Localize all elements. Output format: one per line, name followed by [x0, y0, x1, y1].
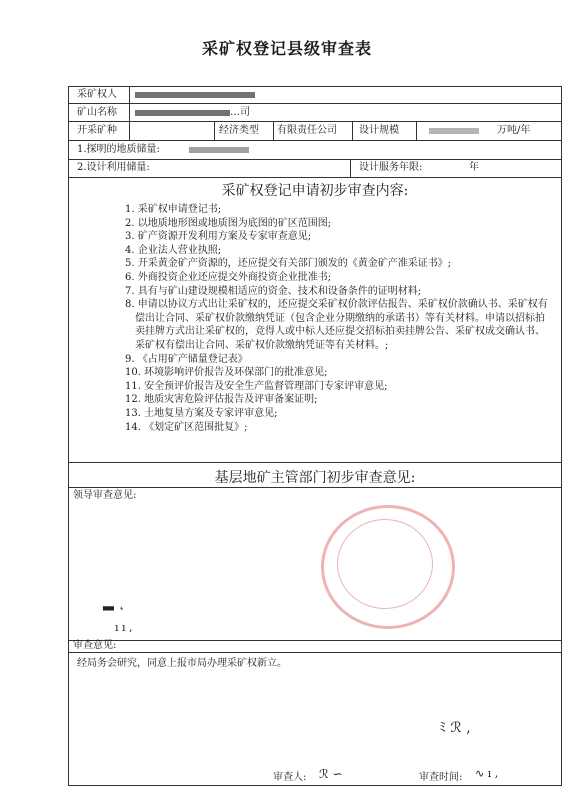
- checklist: [125, 203, 553, 434]
- checklist-item: 2. 以地质地形图或地质图为底图的矿区范围图;: [125, 217, 332, 229]
- document-title: 采矿权登记县级审查表: [201, 39, 372, 58]
- reviewer-signature: ﾐ ℛ ‚: [439, 720, 471, 736]
- redacted-mine-name: [135, 110, 230, 116]
- checklist-item: 10. 环境影响评价报告及环保部门的批准意见;: [125, 367, 328, 379]
- checklist-item: 5. 开采黄金矿产资源的，还应提交有关部门颁发的《黄金矿产准采证书》;: [125, 258, 452, 270]
- checklist-item: 9. 《占用矿产储量登记表》: [125, 353, 248, 365]
- service-years-label: 设计服务年限:: [359, 162, 423, 173]
- owner-value: [135, 88, 255, 102]
- leader-signature: ▂ ˛: [103, 595, 126, 611]
- reviewer-label: 审查人:: [273, 772, 307, 783]
- redacted-scale: [429, 128, 479, 134]
- proven-reserves-label: 1.探明的地质储量:: [77, 144, 160, 155]
- reviewer-name-signature: ℛ ∽: [319, 767, 343, 781]
- official-seal-inner-ring: [337, 519, 433, 609]
- checklist-item: 14. 《划定矿区范围批复》;: [125, 421, 248, 433]
- leader-signature-date: ı ı ,: [115, 621, 133, 634]
- design-scale-value: [429, 124, 479, 138]
- mine-name-value: …司: [135, 106, 250, 120]
- mine-name-label: 矿山名称: [77, 107, 117, 118]
- review-opinion-text: 经局务会研究，同意上报市局办理采矿权新立。: [77, 658, 287, 669]
- checklist-item: 11. 安全预评价报告及安全生产监督管理部门专家评审意见;: [125, 380, 388, 392]
- checklist-item: 4. 企业法人营业执照;: [125, 244, 222, 256]
- owner-label: 采矿权人: [77, 89, 117, 100]
- design-scale-label: 设计规模: [359, 125, 399, 136]
- economic-type-value: 有限责任公司: [277, 125, 337, 136]
- section1-heading: 采矿权登记申请初步审查内容:: [221, 183, 409, 199]
- redacted-reserves: [189, 147, 249, 153]
- checklist-item: 7. 具有与矿山建设规模相适应的资金、技术和设备条件的证明材料;: [125, 285, 422, 297]
- design-scale-unit: 万吨/年: [497, 125, 531, 136]
- review-time-label: 审查时间:: [419, 772, 463, 783]
- design-reserves-label: 2.设计利用储量:: [77, 162, 150, 173]
- mineral-type-label: 开采矿种: [77, 125, 117, 136]
- section2-heading: 基层地矿主管部门初步审查意见:: [214, 470, 416, 486]
- checklist-item: 3. 矿产资源开发利用方案及专家审查意见;: [125, 231, 312, 243]
- review-form: [68, 86, 562, 786]
- review-time-signature: ∿ ı ,: [475, 767, 499, 780]
- checklist-item: 12. 地质灾害危险评估报告及评审备案证明;: [125, 394, 318, 406]
- review-opinion-label: 审查意见:: [73, 640, 117, 651]
- economic-type-label: 经济类型: [219, 125, 259, 136]
- checklist-item: 13. 土地复垦方案及专家评审意见;: [125, 407, 278, 419]
- leader-opinion-label: 领导审查意见:: [73, 490, 137, 501]
- proven-reserves-value: [189, 143, 249, 157]
- checklist-item: 8. 申请以协议方式出让采矿权的，还应提交采矿权价款评估报告、采矿权价款确认书、采矿权有偿出让合同、采矿权价款缴纳凭证（包含企业分期缴纳的承诺书）等有关材料。申请以招标拍卖挂牌方式出让采矿权的，竞得人或中标人还应提交招标拍卖挂牌公告、采矿权成交确认书、采矿权有偿出让合同、采矿权价款缴纳凭证等有关材料。;: [125, 299, 548, 351]
- redacted-owner: [135, 92, 255, 98]
- checklist-item: 1. 采矿权申请登记书;: [125, 204, 222, 215]
- checklist-item: 6. 外商投资企业还应提交外商投资企业批准书;: [125, 271, 332, 283]
- service-years-unit: 年: [469, 162, 479, 173]
